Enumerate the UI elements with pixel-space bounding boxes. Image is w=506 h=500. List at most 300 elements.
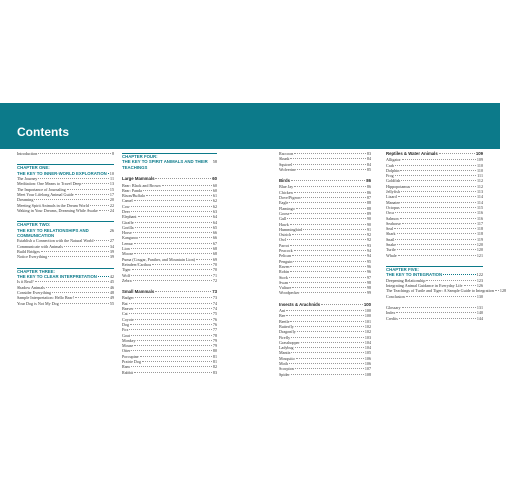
dot-leader [291, 352, 363, 353]
entry-title: Large Mammals [122, 176, 155, 182]
entry-title: Woodpecker [279, 290, 300, 296]
entry-title: Goose [279, 210, 290, 216]
dot-leader [301, 342, 364, 343]
dot-leader [295, 347, 364, 348]
dot-leader [286, 310, 364, 311]
dot-leader [134, 372, 212, 373]
page-number: 64 [212, 219, 217, 225]
page-number: 73 [212, 295, 217, 301]
entry-title: The Importance of Journaling [17, 186, 66, 192]
entry-title: Rabbit [122, 369, 133, 375]
dot-leader [294, 186, 366, 187]
dot-leader [290, 158, 365, 159]
entry-title: Peacock [279, 248, 293, 254]
dot-leader [143, 190, 212, 191]
entry-title: Communicate with Animals [17, 243, 63, 249]
entry-title: Snake [386, 242, 397, 248]
entry-title: Small Mammals [122, 289, 155, 295]
page-number: 79 [212, 337, 217, 343]
entry-title: Blue Jay [279, 184, 294, 190]
page-number: 60 [212, 176, 217, 182]
dot-leader [290, 224, 366, 225]
entry-title: Snail [386, 236, 395, 242]
toc-entry[interactable] [386, 316, 483, 321]
entry-title: Notice Everything [17, 254, 48, 260]
entry-title: Birds [279, 178, 290, 184]
entry-title: Conclusion [386, 293, 405, 299]
page-number: 86 [366, 184, 371, 190]
dot-leader [35, 281, 109, 282]
entry-title: Pelican [279, 253, 292, 259]
page-number: 122 [476, 272, 483, 278]
entry-title: Reptiles & Water Animals [386, 151, 438, 156]
page-number: 96 [366, 269, 371, 275]
entry-title: Waking in Your Dreams, Dreaming While Awake [17, 207, 98, 213]
dot-leader [155, 178, 211, 179]
page-number: 92 [366, 237, 371, 243]
dot-leader [292, 287, 366, 288]
entry-title: Zebra [122, 277, 132, 283]
dot-leader [52, 292, 109, 293]
dot-leader [293, 164, 366, 165]
dot-leader [289, 282, 366, 283]
dot-leader [162, 185, 212, 186]
page-number: 110 [477, 162, 483, 168]
page-number: 64 [212, 214, 217, 220]
entry-title: Bison/Buffalo [122, 193, 146, 199]
page-number: 76 [212, 316, 217, 322]
dot-leader [46, 287, 109, 288]
dot-leader [134, 345, 212, 346]
page-number: 22 [109, 202, 114, 208]
entry-title: Cow [122, 203, 130, 209]
page-number: 102 [364, 323, 371, 329]
page-number: 24 [109, 207, 114, 213]
page-number: 114 [477, 194, 483, 200]
entry-title: Ladybug [279, 345, 294, 351]
section-heading[interactable] [122, 289, 217, 294]
entry-title: Bat [122, 300, 128, 306]
dot-leader [397, 233, 476, 234]
entry-title: Ant [279, 308, 286, 314]
dot-leader [406, 296, 476, 297]
entry-title: Camel [122, 198, 133, 204]
entry-title: Tiger [122, 267, 131, 273]
page-number: 91 [366, 226, 371, 232]
dot-leader [135, 227, 212, 228]
entry-title: Gorilla [122, 224, 134, 230]
dot-leader [137, 340, 212, 341]
entry-title: Chicken [279, 189, 293, 195]
page-number: 100 [364, 313, 371, 319]
dot-leader [395, 165, 476, 166]
entry-title: Sample Interpretation: Hello Bear! [17, 295, 74, 301]
dot-leader [75, 194, 109, 195]
entry-title: Butterfly [279, 323, 294, 329]
page-number: 63 [212, 209, 217, 214]
dot-leader [129, 313, 212, 314]
page-number: 101 [364, 318, 371, 324]
page-number: 116 [477, 215, 483, 221]
page-number: 74 [212, 306, 217, 312]
page-number: 100 [364, 308, 371, 314]
page-number: 13 [109, 181, 114, 187]
dot-leader [155, 291, 211, 292]
page-number: 98 [366, 285, 371, 291]
chapter-number: CHAPTER THREE: [17, 268, 55, 274]
page-number: 87 [366, 195, 371, 201]
dot-leader [291, 180, 365, 181]
entry-title: Raccoon [279, 151, 294, 156]
entry-title: The Teachings of Turtle and Tiger: A Sample Guide to Integration [386, 288, 494, 294]
page-number: 39 [109, 249, 114, 254]
page-number: 86 [366, 189, 371, 195]
page-number: 96 [366, 263, 371, 269]
page-number: 78 [212, 332, 217, 338]
entry-title: Whale [386, 252, 397, 258]
toc-entry[interactable] [122, 370, 217, 375]
page-number: 88 [366, 205, 371, 211]
dot-leader [402, 223, 476, 224]
page-number: 26 [109, 227, 114, 233]
dot-leader [131, 366, 212, 367]
page-number: 60 [212, 182, 217, 188]
entry-title: Seahorse [386, 220, 401, 226]
page-number: 11 [110, 176, 114, 182]
section-heading[interactable] [122, 176, 217, 181]
page-number: 94 [366, 253, 371, 259]
page-number: 90 [366, 216, 371, 222]
dot-leader [67, 189, 109, 190]
page-number: 27 [109, 238, 114, 244]
toc-column-2 [122, 151, 217, 375]
dot-leader [129, 329, 212, 330]
entry-title: Hummingbird [279, 226, 303, 232]
entry-title: Coyote [122, 316, 134, 322]
dot-leader [294, 153, 366, 154]
entry-title: Otter [122, 348, 131, 354]
entry-title: Meet Your Lifelong Animal Guide [17, 192, 74, 197]
page-number: 72 [212, 277, 217, 283]
page-number: 94 [366, 248, 371, 254]
entry-title: Grasshopper [279, 339, 300, 345]
dot-leader [140, 356, 212, 357]
dot-leader [400, 218, 476, 219]
entry-title: Mantis [279, 350, 291, 356]
dot-leader [48, 256, 109, 257]
page-number: 84 [366, 156, 371, 162]
entry-title: The Journey [17, 176, 38, 182]
dot-leader [290, 271, 366, 272]
entry-title: Jellyfish [386, 189, 400, 195]
page-number: 131 [476, 304, 483, 310]
page-number: 62 [212, 203, 217, 209]
entry-title: Gull [279, 216, 287, 222]
dot-leader [395, 212, 476, 213]
dot-leader [38, 178, 109, 179]
page-number: 112 [477, 178, 483, 184]
page-number: 121 [476, 252, 483, 258]
dot-leader [400, 170, 476, 171]
chapter-number: CHAPTER TWO: [17, 222, 51, 228]
page-number: 17 [109, 192, 114, 197]
dot-leader [291, 337, 364, 338]
page-number: 15 [109, 186, 114, 192]
page-number: 90 [366, 221, 371, 227]
chapter-heading[interactable] [17, 164, 114, 176]
page-number: 83 [366, 151, 371, 156]
page-number: 46 [109, 284, 114, 290]
entry-title: Shark [386, 231, 396, 237]
page-number: 75 [212, 311, 217, 317]
page-number: 120 [476, 247, 483, 253]
entry-title: Mosquito [279, 355, 295, 361]
page-number: 74 [212, 300, 217, 306]
entry-title: Moose [122, 251, 134, 257]
chapter-number: CHAPTER ONE: [17, 165, 50, 171]
entry-title: Credits [386, 315, 398, 321]
entry-title: Bee [279, 313, 286, 319]
dot-leader [426, 280, 475, 281]
dot-leader [75, 297, 109, 298]
dot-leader [131, 350, 211, 351]
toc-entry[interactable] [17, 301, 114, 306]
page-number: 86 [366, 178, 371, 184]
section-heading[interactable] [279, 178, 371, 183]
page-number: 34 [109, 243, 114, 249]
entry-title: Stork [279, 274, 288, 280]
dot-leader [108, 173, 109, 174]
dot-leader [303, 229, 366, 230]
dot-leader [443, 274, 475, 275]
dot-leader [290, 245, 366, 246]
page-number: 61 [212, 193, 217, 199]
page-number: 103 [364, 334, 371, 340]
chapter-title: THE KEY TO RELATIONSHIPS AND COMMUNICATION [17, 227, 89, 238]
page-number: 123 [476, 277, 483, 283]
page-number: 67 [212, 240, 217, 246]
entry-title: Ostrich [279, 232, 292, 238]
entry-title: Giraffe [122, 219, 134, 225]
entry-title: Elephant [122, 214, 137, 220]
dot-leader [146, 195, 212, 196]
entry-title: Lemur [122, 240, 133, 246]
dot-leader [133, 232, 212, 233]
page-number: 111 [477, 173, 483, 179]
chapter-title: THE KEY TO INNER-WORLD EXPLORATION [17, 170, 107, 176]
page-number: 70 [212, 261, 217, 267]
dot-leader [297, 331, 364, 332]
dot-leader [296, 208, 366, 209]
entry-title: Dove/Pigeon [279, 195, 301, 201]
entry-title: Raven [279, 263, 290, 269]
entry-title: Parrot [279, 242, 290, 248]
dot-leader [152, 264, 212, 265]
entry-title: Puma (Cougar, Panther, and Mountain Lion) [122, 256, 196, 262]
spacer [17, 260, 114, 266]
entry-title: Mouse [122, 343, 134, 349]
page-number: 10 [109, 170, 114, 176]
entry-title: Beaver [122, 306, 134, 312]
page-number: 140 [476, 310, 483, 316]
page-number: 66 [212, 235, 217, 241]
entry-title: Goldfish [386, 178, 401, 184]
entry-title: Lizard [386, 194, 397, 200]
dot-leader [401, 207, 476, 208]
page-number: 100 [363, 301, 371, 307]
page-number: 99 [366, 290, 371, 296]
page-number: 66 [212, 230, 217, 236]
dot-leader [395, 239, 476, 240]
page-number: 97 [366, 274, 371, 280]
dot-leader [402, 307, 476, 308]
dot-leader [439, 153, 475, 154]
entry-title: Dreaming [17, 197, 34, 203]
dot-leader [135, 308, 212, 309]
entry-title: Shadow Animals [17, 284, 45, 290]
dot-leader [135, 222, 212, 223]
toc-column-4 [386, 151, 506, 321]
dot-leader [495, 290, 499, 291]
dot-leader [411, 186, 476, 187]
dot-leader [134, 253, 212, 254]
dot-leader [402, 159, 476, 160]
dot-leader [397, 249, 476, 250]
chapter-heading[interactable] [386, 266, 483, 278]
toc-entry[interactable] [279, 372, 371, 377]
entry-title: Is it Real? [17, 279, 34, 285]
chapter-heading[interactable] [122, 153, 217, 170]
page-number: 80 [212, 348, 217, 354]
entry-title: Hippopotamus [386, 183, 411, 189]
entry-title: Meditation: One Means to Travel Deep [17, 181, 82, 187]
entry-title: Your Dog is Not My Dog [17, 300, 59, 306]
page-number: 89 [366, 210, 371, 216]
spacer [386, 258, 483, 264]
entry-title: Swan [279, 279, 289, 285]
entry-title: Hawk [279, 221, 289, 227]
chapter-heading[interactable] [17, 221, 114, 238]
page-number: 113 [477, 189, 483, 195]
page-number: 116 [477, 210, 483, 216]
entry-title: Octopus [386, 204, 400, 210]
page-number: 126 [476, 283, 483, 289]
entry-title: Vulture [279, 285, 292, 291]
page-number: 69 [212, 256, 217, 262]
header-band [0, 103, 500, 149]
page-number: 117 [477, 220, 483, 226]
page-number: 85 [366, 166, 371, 172]
entry-title: Monkey [122, 337, 136, 343]
page-number: 45 [109, 279, 114, 285]
page-number: 83 [212, 369, 217, 375]
entry-title: Integrating Animal Guidance in Everyday Life [386, 283, 463, 289]
chapter-number: CHAPTER FOUR: [122, 154, 158, 159]
entry-title: Reindeer/Caribou [122, 261, 152, 267]
page-number: 93 [366, 242, 371, 248]
page-number: 98 [366, 279, 371, 285]
dot-leader [134, 200, 212, 201]
dot-leader [294, 250, 366, 251]
dot-leader [294, 192, 366, 193]
page-number: 62 [212, 198, 217, 204]
dot-leader [129, 303, 212, 304]
page-number: 70 [212, 267, 217, 273]
entry-title: Bear: Black and Brown [122, 182, 161, 188]
section-heading[interactable] [386, 151, 483, 156]
entry-title: Manatee [386, 199, 401, 205]
dot-leader [139, 237, 212, 238]
dot-leader [286, 315, 363, 316]
page-number: 42 [109, 274, 114, 279]
dot-leader [132, 269, 212, 270]
page-number: 77 [212, 327, 217, 333]
page-number: 68 [212, 246, 217, 252]
section-heading[interactable] [279, 302, 371, 307]
entry-title: Wolf [122, 272, 131, 278]
page-number: 79 [212, 343, 217, 349]
dot-leader [90, 205, 109, 206]
page-number: 48 [109, 290, 114, 295]
chapter-title: THE KEY TO INTEGRATION [386, 272, 443, 278]
entry-title: Scorpion [279, 366, 294, 372]
dot-leader [398, 255, 476, 256]
page-number: 58 [212, 159, 217, 165]
dot-leader [135, 319, 212, 320]
page-number: 82 [212, 364, 217, 370]
entry-title: Prairie Dog [122, 359, 141, 365]
page-number: 109 [475, 151, 483, 156]
page-number: 114 [477, 199, 483, 205]
dot-leader [401, 202, 476, 203]
page-number: 73 [212, 289, 217, 295]
entry-title: Frog [386, 173, 394, 179]
page-number: 49 [109, 295, 114, 301]
dot-leader [291, 374, 364, 375]
dot-leader [287, 239, 366, 240]
dot-leader [292, 234, 366, 235]
page-number: 106 [364, 355, 371, 361]
entry-title: Porcupine [122, 353, 139, 359]
page-number: 95 [366, 258, 371, 264]
entry-title: Wolverine [279, 166, 296, 172]
chapter-heading[interactable] [17, 268, 114, 280]
page-number: 84 [366, 161, 371, 167]
entry-title: Dog [122, 321, 130, 327]
dot-leader [396, 312, 476, 313]
dot-leader [99, 210, 109, 211]
dot-leader [289, 202, 366, 203]
page-number: 104 [364, 345, 371, 351]
page-number: 8 [111, 151, 114, 156]
dot-leader [295, 326, 364, 327]
dot-leader [142, 361, 212, 362]
page-number: 106 [364, 360, 371, 366]
page-number: 109 [476, 157, 483, 163]
entry-title: Fox [122, 327, 129, 333]
dot-leader [98, 276, 109, 277]
dot-leader [94, 240, 108, 241]
page-number: 60 [212, 187, 217, 193]
entry-title: Dolphin [386, 167, 400, 173]
entry-title: Eagle [279, 200, 289, 206]
toc-column-3 [279, 151, 371, 377]
dot-leader [292, 255, 366, 256]
dot-leader [134, 243, 212, 244]
entry-title: Cat [122, 311, 128, 317]
page-number: 81 [212, 353, 217, 359]
page-number: 128 [499, 288, 506, 294]
